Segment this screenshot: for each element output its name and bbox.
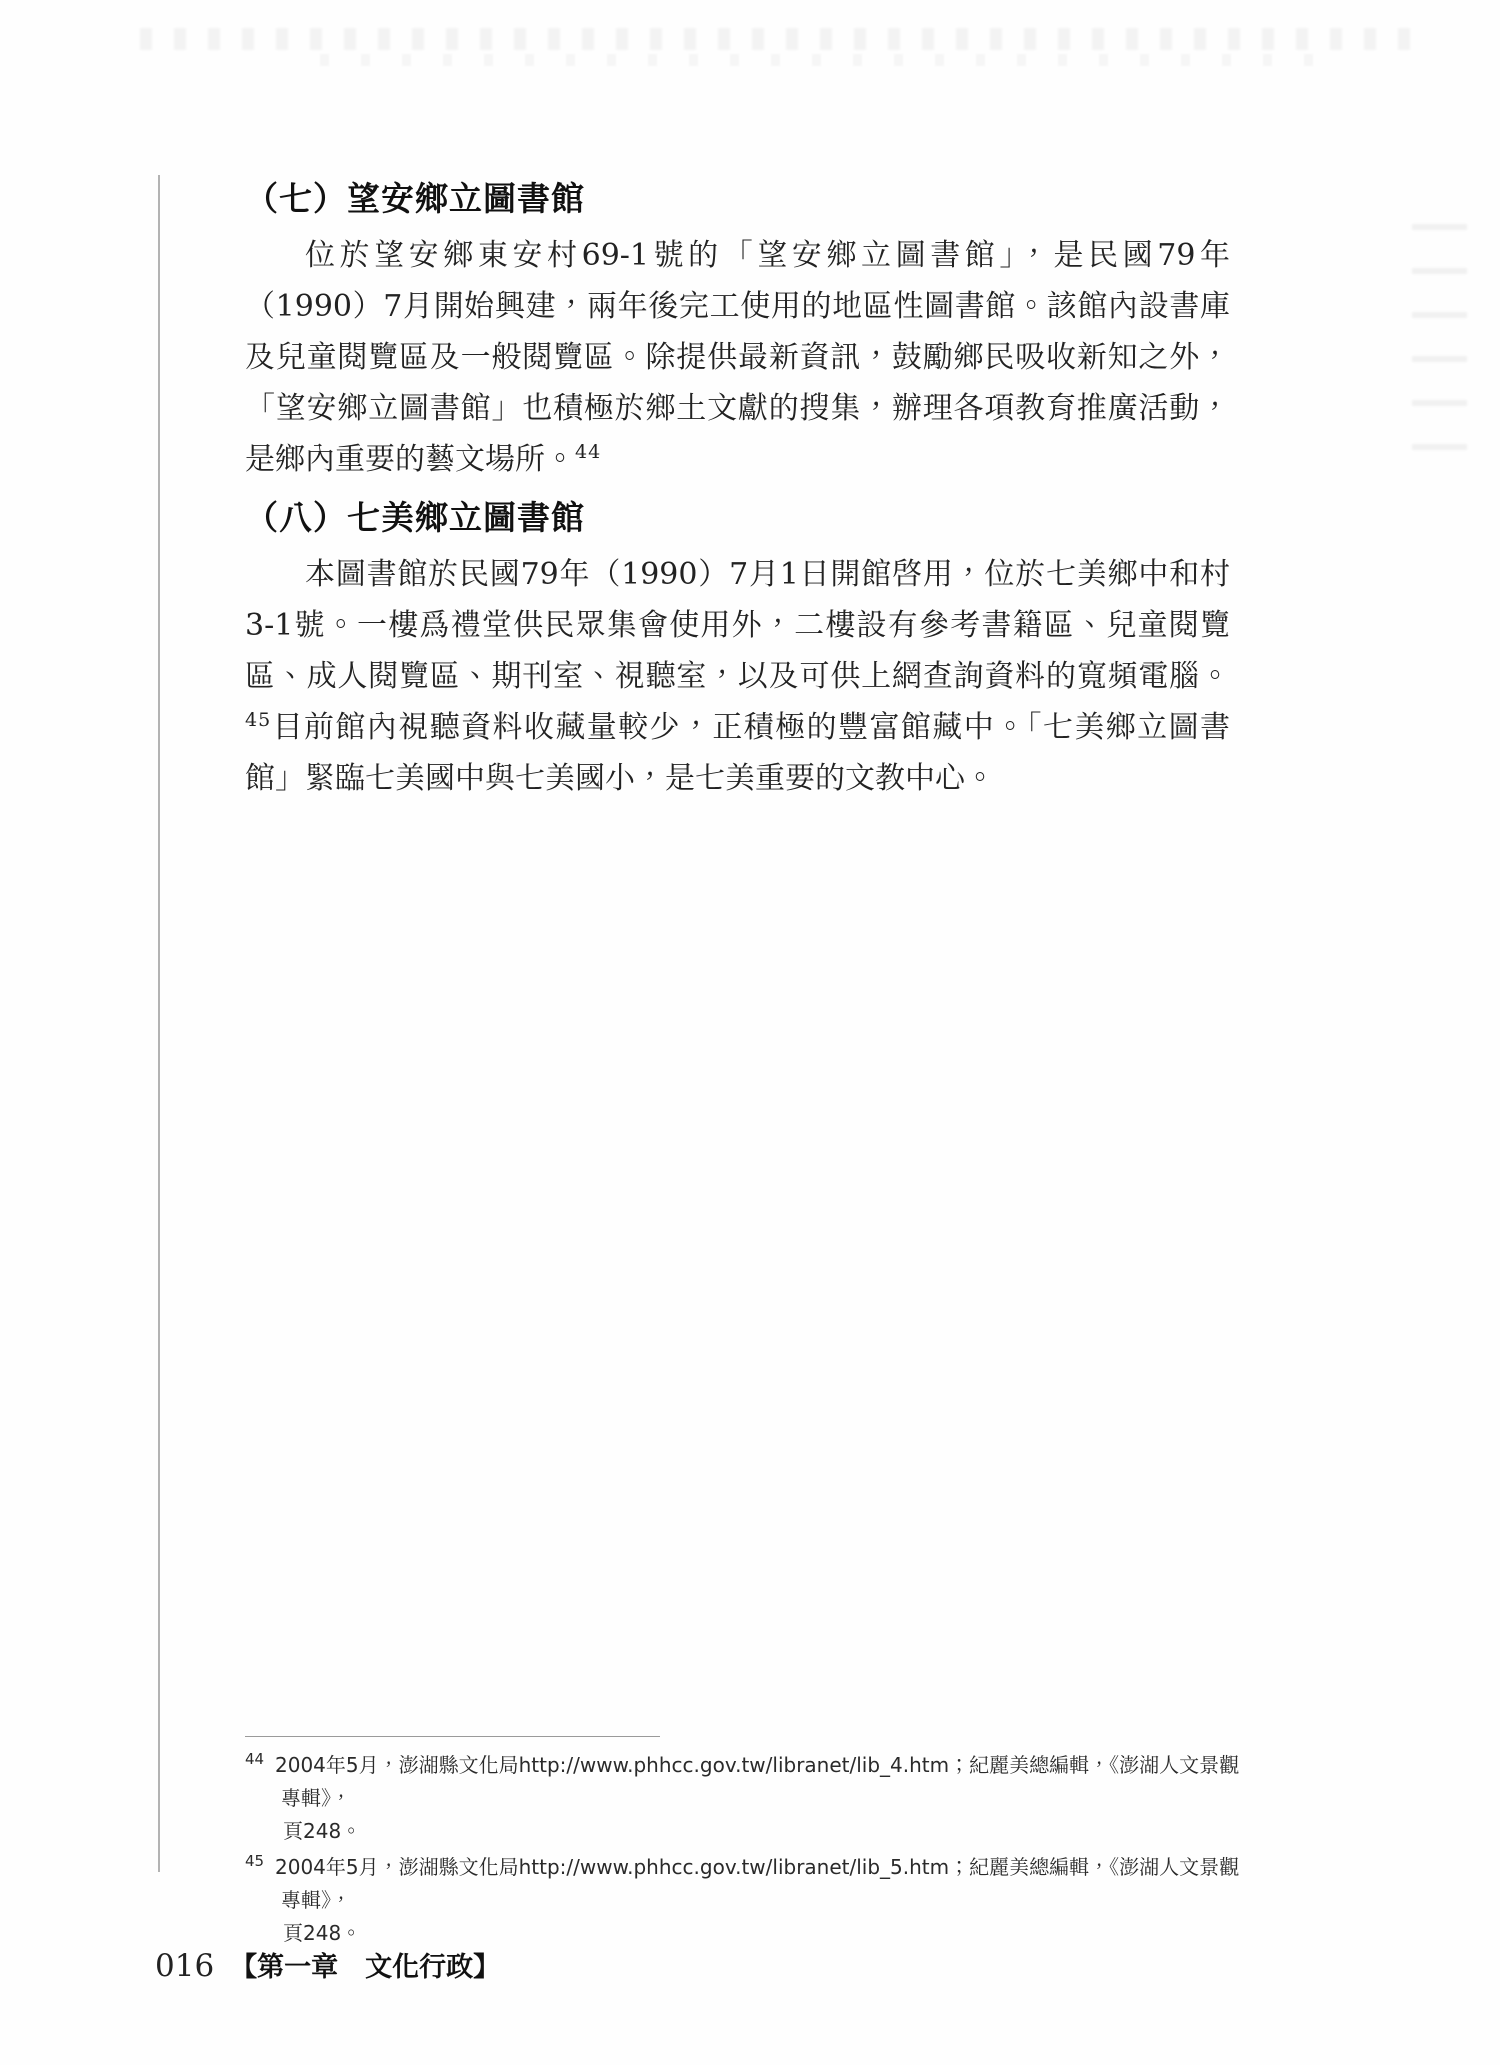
scan-noise — [1412, 190, 1467, 450]
footnote-45: $^{45}$ 2004年5月，澎湖縣文化局http://www.phhcc.gov.tw/libranet/lib_5.htm；紀麗美總編輯，《澎湖人文景觀專輯》， 頁248。 — [245, 1851, 1245, 1950]
footnote-text: 2004年5月，澎湖縣文化局http://www.phhcc.gov.tw/libranet/lib_5.htm；紀麗美總編輯，《澎湖人文景觀專輯》， — [275, 1855, 1240, 1912]
section-body-wangan-library — [245, 230, 1230, 485]
section-body-qimei-library — [245, 549, 1230, 804]
footnote-44: $^{44}$ 2004年5月，澎湖縣文化局http://www.phhcc.gov.tw/libranet/lib_4.htm；紀麗美總編輯，《澎湖人文景觀專輯》， 頁248。 — [245, 1749, 1245, 1848]
footnote-text-continued: 頁248。 — [283, 1819, 362, 1843]
scan-noise — [140, 28, 1430, 50]
body-text: 目前館內視聽資料收藏量較少，正積極的豐富館藏中。「七美鄉立圖書館」緊臨七美國中與七美國小，是七美重要的文教中心。 — [245, 710, 1230, 796]
page-footer — [155, 1945, 500, 1984]
footnote-text: 2004年5月，澎湖縣文化局http://www.phhcc.gov.tw/libranet/lib_4.htm；紀麗美總編輯，《澎湖人文景觀專輯》， — [275, 1753, 1240, 1810]
body-text: 位於望安鄉東安村69-1號的「望安鄉立圖書館」，是民國79年（1990）7月開始興建，兩年後完工使用的地區性圖書館。該館內設書庫及兒童閱覽區及一般閱覽區。除提供最新資訊，鼓勵鄉民吸收新知之外，「望安鄉立圖書館」也積極於鄉土文獻的搜集，辦理各項教育推廣活動，是鄉內重要的藝文場所。 — [245, 238, 1230, 477]
footnote-ref-44: 44 — [575, 441, 602, 463]
body-text: 本圖書館於民國79年（1990）7月1日開館啓用，位於七美鄉中和村3-1號。一樓爲禮堂供民眾集會使用外，二樓設有參考書籍區、兒童閱覽區、成人閱覽區、期刊室、視聽室，以及可供上網查詢資料的寬頻電腦。 — [245, 557, 1230, 694]
page-number: 016 — [155, 1948, 215, 1984]
footnote-text-continued: 頁248。 — [283, 1921, 362, 1945]
footnote-separator — [245, 1736, 660, 1737]
footnotes-area — [245, 1736, 1245, 1953]
footnote-ref-45: 45 — [245, 709, 272, 731]
scan-noise — [320, 54, 1320, 66]
left-margin-rule — [158, 175, 160, 1872]
page-content — [245, 176, 1230, 810]
section-heading-wangan-library: （七）望安鄉立圖書館 — [245, 179, 585, 218]
chapter-label: 【第一章 文化行政】 — [230, 1952, 501, 1983]
section-heading-qimei-library: （八）七美鄉立圖書館 — [245, 498, 585, 537]
